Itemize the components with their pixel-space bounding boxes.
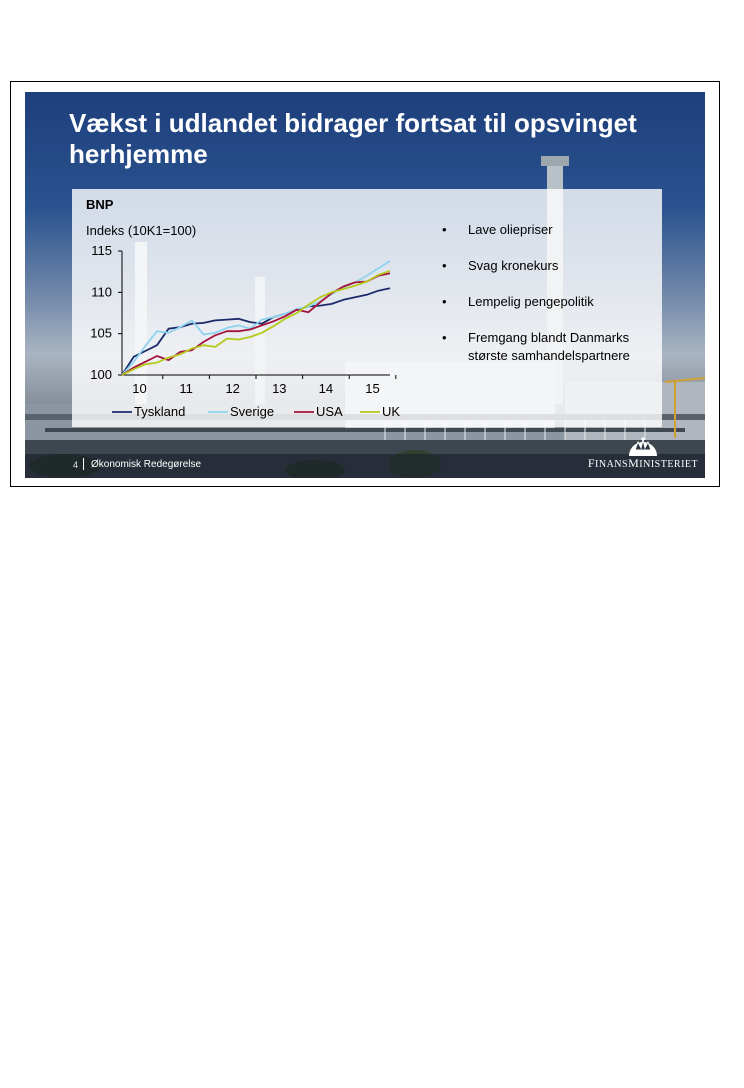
x-tick-label: 14: [318, 381, 334, 396]
y-axis-label: Indeks (10K1=100): [86, 223, 197, 238]
logo-text: FINANSMINISTERIET: [587, 456, 699, 470]
bullet-text: Lempelig pengepolitik: [468, 294, 594, 309]
slide: [25, 92, 705, 478]
bullet-icon: •: [442, 222, 447, 237]
chart-panel: [72, 189, 662, 427]
chart-title: BNP: [86, 197, 114, 212]
finansministeriet-logo: [585, 434, 701, 474]
x-tick-label: 11: [179, 381, 193, 396]
bullet-item: [434, 293, 659, 311]
bullet-list: [434, 221, 659, 383]
x-tick-label: 10: [132, 381, 147, 396]
y-tick-label: 100: [90, 367, 112, 382]
page-number: 4: [73, 460, 79, 470]
bullet-item: [434, 329, 659, 365]
y-tick-label: 115: [91, 243, 112, 258]
y-tick-label: 105: [90, 325, 112, 341]
slide-frame: [10, 81, 720, 487]
bullet-item: [434, 257, 659, 275]
legend-label: Sverige: [230, 404, 275, 419]
bullet-text: Lave oliepriser: [468, 222, 553, 237]
bullet-text: Fremgang blandt Danmarks største samhandelspartnere: [468, 330, 630, 363]
x-tick-label: 12: [225, 381, 240, 396]
x-tick-label: 13: [272, 381, 287, 396]
legend-label: Tyskland: [134, 404, 186, 419]
legend-label: UK: [382, 404, 401, 419]
legend-label: USA: [316, 404, 343, 419]
bullet-text: Svag kronekurs: [468, 258, 559, 273]
y-tick-label: 110: [91, 284, 112, 300]
line-chart: [72, 189, 422, 427]
bullet-icon: •: [442, 330, 447, 345]
x-tick-label: 15: [365, 381, 380, 396]
slide-title: Vækst i udlandet bidrager fortsat til opsvinget herhjemme: [69, 108, 637, 169]
crown-icon: [585, 434, 701, 458]
footer-divider: [83, 458, 84, 470]
bullet-icon: •: [442, 258, 447, 273]
bullet-icon: •: [442, 294, 447, 309]
bullet-item: [434, 221, 659, 239]
footer-title: Økonomisk Redegørelse: [91, 459, 202, 470]
